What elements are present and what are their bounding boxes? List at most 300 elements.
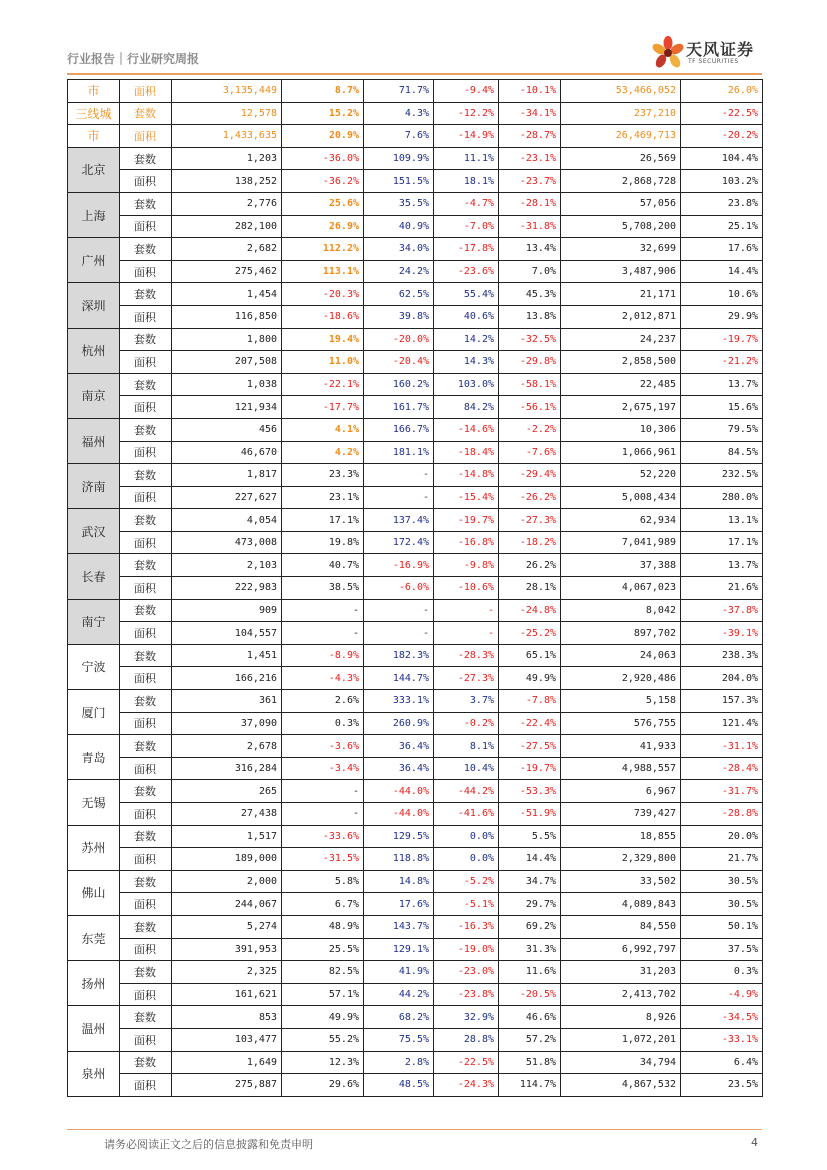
footer-divider — [67, 1129, 762, 1130]
table-cell-c2: -33.6% — [282, 825, 364, 848]
table-cell-c7: 26.0% — [681, 80, 763, 103]
table-row — [68, 735, 763, 758]
table-cell-c7: -33.1% — [681, 1028, 763, 1051]
row-metric-label: 面积 — [120, 757, 172, 780]
table-row — [68, 667, 763, 690]
table-cell-c3: 36.4% — [364, 757, 434, 780]
city-name: 上海 — [68, 192, 120, 237]
city-name: 北京 — [68, 147, 120, 192]
table-cell-c3: - — [364, 622, 434, 645]
table-cell-c4: -17.8% — [434, 238, 499, 261]
table-cell-c6: 2,868,728 — [561, 170, 681, 193]
table-cell-c3: 182.3% — [364, 644, 434, 667]
table-cell-c5: -28.7% — [499, 125, 561, 148]
table-cell-c1: 37,090 — [172, 712, 282, 735]
table-cell-c1: 1,517 — [172, 825, 282, 848]
table-cell-c1: 12,578 — [172, 102, 282, 125]
table-cell-c3: 2.8% — [364, 1051, 434, 1074]
table-cell-c3: 129.1% — [364, 938, 434, 961]
table-cell-c6: 2,920,486 — [561, 667, 681, 690]
table-row — [68, 577, 763, 600]
table-cell-c2: -8.9% — [282, 644, 364, 667]
table-cell-c3: 14.8% — [364, 870, 434, 893]
table-cell-c5: -20.5% — [499, 983, 561, 1006]
table-cell-c5: -29.4% — [499, 464, 561, 487]
table-cell-c5: -10.1% — [499, 80, 561, 103]
table-cell-c7: -28.4% — [681, 757, 763, 780]
table-cell-c1: 161,621 — [172, 983, 282, 1006]
table-cell-c3: 75.5% — [364, 1028, 434, 1051]
table-cell-c3: 68.2% — [364, 1006, 434, 1029]
table-cell-c5: 51.8% — [499, 1051, 561, 1074]
table-cell-c1: 244,067 — [172, 893, 282, 916]
table-cell-c7: 79.5% — [681, 418, 763, 441]
table-cell-c7: -20.2% — [681, 125, 763, 148]
table-row — [68, 238, 763, 261]
table-cell-c1: 853 — [172, 1006, 282, 1029]
table-cell-c3: -20.4% — [364, 351, 434, 374]
table-cell-c6: 32,699 — [561, 238, 681, 261]
row-metric-label: 套数 — [120, 780, 172, 803]
table-cell-c6: 41,933 — [561, 735, 681, 758]
table-row — [68, 305, 763, 328]
table-cell-c2: 26.9% — [282, 215, 364, 238]
table-cell-c5: 26.2% — [499, 554, 561, 577]
table-cell-c5: 69.2% — [499, 915, 561, 938]
table-cell-c4: -4.7% — [434, 192, 499, 215]
table-cell-c7: 50.1% — [681, 915, 763, 938]
table-cell-c2: -31.5% — [282, 848, 364, 871]
table-cell-c3: 36.4% — [364, 735, 434, 758]
table-row — [68, 283, 763, 306]
table-cell-c6: 1,066,961 — [561, 441, 681, 464]
table-cell-c1: 2,776 — [172, 192, 282, 215]
table-cell-c5: -24.8% — [499, 599, 561, 622]
table-cell-c4: 32.9% — [434, 1006, 499, 1029]
table-cell-c4: -14.6% — [434, 418, 499, 441]
table-cell-c6: 52,220 — [561, 464, 681, 487]
table-cell-c3: 151.5% — [364, 170, 434, 193]
table-cell-c7: 17.1% — [681, 531, 763, 554]
row-metric-label: 面积 — [120, 577, 172, 600]
table-cell-c1: 316,284 — [172, 757, 282, 780]
table-row — [68, 870, 763, 893]
table-cell-c7: 30.5% — [681, 893, 763, 916]
company-logo — [652, 34, 772, 74]
flower-logo-icon — [652, 34, 686, 72]
row-metric-label: 面积 — [120, 1074, 172, 1097]
table-cell-c2: 82.5% — [282, 961, 364, 984]
table-cell-c3: 17.6% — [364, 893, 434, 916]
table-cell-c7: -34.5% — [681, 1006, 763, 1029]
row-metric-label: 套数 — [120, 509, 172, 532]
table-cell-c5: -56.1% — [499, 396, 561, 419]
table-cell-c6: 8,926 — [561, 1006, 681, 1029]
table-cell-c1: 189,000 — [172, 848, 282, 871]
table-cell-c6: 1,072,201 — [561, 1028, 681, 1051]
table-cell-c7: 37.5% — [681, 938, 763, 961]
row-metric-label: 面积 — [120, 1028, 172, 1051]
row-metric-label: 面积 — [120, 260, 172, 283]
table-cell-c2: 12.3% — [282, 1051, 364, 1074]
table-cell-c3: 62.5% — [364, 283, 434, 306]
table-cell-c5: -19.7% — [499, 757, 561, 780]
table-cell-c1: 222,983 — [172, 577, 282, 600]
table-cell-c6: 6,992,797 — [561, 938, 681, 961]
table-cell-c2: -17.7% — [282, 396, 364, 419]
table-cell-c4: 8.1% — [434, 735, 499, 758]
table-cell-c5: -34.1% — [499, 102, 561, 125]
row-metric-label: 面积 — [120, 170, 172, 193]
table-cell-c7: 21.6% — [681, 577, 763, 600]
table-cell-c1: 166,216 — [172, 667, 282, 690]
table-cell-c2: 55.2% — [282, 1028, 364, 1051]
table-row — [68, 780, 763, 803]
table-cell-c2: 19.8% — [282, 531, 364, 554]
table-cell-c3: - — [364, 486, 434, 509]
table-row — [68, 915, 763, 938]
table-cell-c1: 1,451 — [172, 644, 282, 667]
table-cell-c2: -22.1% — [282, 373, 364, 396]
table-cell-c1: 1,454 — [172, 283, 282, 306]
table-cell-c1: 1,649 — [172, 1051, 282, 1074]
table-cell-c7: 15.6% — [681, 396, 763, 419]
table-cell-c5: -58.1% — [499, 373, 561, 396]
table-row — [68, 803, 763, 826]
table-cell-c6: 33,502 — [561, 870, 681, 893]
row-metric-label: 套数 — [120, 328, 172, 351]
row-city-label: 市 — [68, 125, 120, 148]
table-cell-c7: -21.2% — [681, 351, 763, 374]
table-cell-c2: 2.6% — [282, 690, 364, 713]
table-row — [68, 961, 763, 984]
city-name: 武汉 — [68, 509, 120, 554]
table-cell-c2: 11.0% — [282, 351, 364, 374]
table-cell-c7: 25.1% — [681, 215, 763, 238]
table-cell-c1: 207,508 — [172, 351, 282, 374]
row-metric-label: 面积 — [120, 396, 172, 419]
table-row — [68, 1028, 763, 1051]
table-row — [68, 260, 763, 283]
table-cell-c2: 0.3% — [282, 712, 364, 735]
table-cell-c1: 909 — [172, 599, 282, 622]
row-metric-label: 套数 — [120, 1006, 172, 1029]
table-row — [68, 893, 763, 916]
city-name: 佛山 — [68, 870, 120, 915]
table-cell-c6: 2,012,871 — [561, 305, 681, 328]
table-cell-c4: -9.4% — [434, 80, 499, 103]
logo-text-cn: 天风证券 — [686, 40, 755, 59]
table-cell-c4: -0.2% — [434, 712, 499, 735]
table-cell-c5: 28.1% — [499, 577, 561, 600]
table-cell-c1: 473,008 — [172, 531, 282, 554]
table-cell-c2: -3.6% — [282, 735, 364, 758]
table-cell-c5: -32.5% — [499, 328, 561, 351]
table-cell-c2: -3.4% — [282, 757, 364, 780]
table-cell-c1: 2,678 — [172, 735, 282, 758]
table-cell-c1: 361 — [172, 690, 282, 713]
table-cell-c6: 5,008,434 — [561, 486, 681, 509]
table-cell-c5: 5.5% — [499, 825, 561, 848]
city-name: 温州 — [68, 1006, 120, 1051]
table-cell-c4: -9.8% — [434, 554, 499, 577]
table-cell-c3: 143.7% — [364, 915, 434, 938]
table-cell-c1: 1,800 — [172, 328, 282, 351]
table-cell-c4: -28.3% — [434, 644, 499, 667]
header-divider — [67, 73, 762, 75]
table-cell-c4: 3.7% — [434, 690, 499, 713]
table-cell-c4: 55.4% — [434, 283, 499, 306]
table-cell-c6: 6,967 — [561, 780, 681, 803]
table-cell-c4: -19.7% — [434, 509, 499, 532]
table-cell-c6: 18,855 — [561, 825, 681, 848]
row-metric-label: 面积 — [120, 983, 172, 1006]
table-row — [68, 441, 763, 464]
table-cell-c6: 84,550 — [561, 915, 681, 938]
city-name: 苏州 — [68, 825, 120, 870]
table-cell-c7: -28.8% — [681, 803, 763, 826]
row-metric-label: 面积 — [120, 125, 172, 148]
table-cell-c3: 129.5% — [364, 825, 434, 848]
table-cell-c7: -19.7% — [681, 328, 763, 351]
table-cell-c4: - — [434, 599, 499, 622]
table-cell-c2: -20.3% — [282, 283, 364, 306]
table-cell-c5: -2.2% — [499, 418, 561, 441]
footer-disclaimer: 请务必阅读正文之后的信息披露和免责申明 — [104, 1138, 313, 1151]
table-cell-c2: - — [282, 780, 364, 803]
table-row — [68, 418, 763, 441]
table-cell-c1: 456 — [172, 418, 282, 441]
table-cell-c6: 62,934 — [561, 509, 681, 532]
table-cell-c7: -37.8% — [681, 599, 763, 622]
table-cell-c5: -27.5% — [499, 735, 561, 758]
table-cell-c2: 20.9% — [282, 125, 364, 148]
table-cell-c3: 7.6% — [364, 125, 434, 148]
table-cell-c4: 0.0% — [434, 848, 499, 871]
table-row — [68, 599, 763, 622]
table-row — [68, 147, 763, 170]
table-cell-c4: -19.0% — [434, 938, 499, 961]
row-metric-label: 面积 — [120, 80, 172, 103]
table-cell-c5: 57.2% — [499, 1028, 561, 1051]
table-cell-c1: 275,462 — [172, 260, 282, 283]
table-cell-c4: -5.2% — [434, 870, 499, 893]
table-cell-c7: 157.3% — [681, 690, 763, 713]
table-cell-c4: 14.2% — [434, 328, 499, 351]
table-cell-c5: -23.7% — [499, 170, 561, 193]
table-cell-c4: 11.1% — [434, 147, 499, 170]
row-metric-label: 套数 — [120, 147, 172, 170]
row-metric-label: 套数 — [120, 690, 172, 713]
table-cell-c4: -23.6% — [434, 260, 499, 283]
table-cell-c5: -28.1% — [499, 192, 561, 215]
row-metric-label: 套数 — [120, 554, 172, 577]
table-cell-c3: -16.9% — [364, 554, 434, 577]
table-cell-c6: 37,388 — [561, 554, 681, 577]
row-metric-label: 套数 — [120, 102, 172, 125]
table-cell-c4: -23.8% — [434, 983, 499, 1006]
table-cell-c7: 104.4% — [681, 147, 763, 170]
table-cell-c2: 57.1% — [282, 983, 364, 1006]
row-metric-label: 套数 — [120, 961, 172, 984]
table-cell-c2: 19.4% — [282, 328, 364, 351]
table-cell-c5: 65.1% — [499, 644, 561, 667]
row-metric-label: 面积 — [120, 938, 172, 961]
table-cell-c4: 40.6% — [434, 305, 499, 328]
table-cell-c5: -7.8% — [499, 690, 561, 713]
table-cell-c6: 26,569 — [561, 147, 681, 170]
table-cell-c2: 25.5% — [282, 938, 364, 961]
table-cell-c3: 39.8% — [364, 305, 434, 328]
row-metric-label: 面积 — [120, 215, 172, 238]
table-cell-c3: 48.5% — [364, 1074, 434, 1097]
table-cell-c1: 1,038 — [172, 373, 282, 396]
table-cell-c3: 35.5% — [364, 192, 434, 215]
table-cell-c5: -31.8% — [499, 215, 561, 238]
table-cell-c3: 172.4% — [364, 531, 434, 554]
table-cell-c1: 103,477 — [172, 1028, 282, 1051]
table-cell-c2: 8.7% — [282, 80, 364, 103]
table-cell-c4: -22.5% — [434, 1051, 499, 1074]
table-row — [68, 464, 763, 487]
table-cell-c2: 4.1% — [282, 418, 364, 441]
table-cell-c5: 45.3% — [499, 283, 561, 306]
table-cell-c6: 739,427 — [561, 803, 681, 826]
table-cell-c6: 4,988,557 — [561, 757, 681, 780]
table-cell-c4: -15.4% — [434, 486, 499, 509]
table-cell-c6: 4,089,843 — [561, 893, 681, 916]
table-cell-c6: 2,413,702 — [561, 983, 681, 1006]
housing-data-table — [67, 79, 763, 1097]
table-cell-c6: 4,067,023 — [561, 577, 681, 600]
row-metric-label: 面积 — [120, 893, 172, 916]
table-cell-c6: 31,203 — [561, 961, 681, 984]
table-cell-c6: 21,171 — [561, 283, 681, 306]
table-row — [68, 192, 763, 215]
row-metric-label: 面积 — [120, 848, 172, 871]
table-cell-c2: -36.2% — [282, 170, 364, 193]
table-cell-c1: 265 — [172, 780, 282, 803]
table-row — [68, 509, 763, 532]
table-cell-c6: 34,794 — [561, 1051, 681, 1074]
city-name: 青岛 — [68, 735, 120, 780]
table-cell-c4: -14.8% — [434, 464, 499, 487]
row-metric-label: 套数 — [120, 599, 172, 622]
table-cell-c7: 13.7% — [681, 373, 763, 396]
row-metric-label: 套数 — [120, 870, 172, 893]
table-cell-c3: -6.0% — [364, 577, 434, 600]
table-row — [68, 170, 763, 193]
table-cell-c7: 232.5% — [681, 464, 763, 487]
city-name: 长春 — [68, 554, 120, 599]
table-cell-c5: -23.1% — [499, 147, 561, 170]
row-metric-label: 面积 — [120, 305, 172, 328]
table-cell-c1: 46,670 — [172, 441, 282, 464]
table-cell-c5: 114.7% — [499, 1074, 561, 1097]
table-cell-c5: 13.4% — [499, 238, 561, 261]
city-name: 福州 — [68, 418, 120, 463]
table-row — [68, 757, 763, 780]
table-cell-c3: 260.9% — [364, 712, 434, 735]
table-cell-c3: - — [364, 464, 434, 487]
table-cell-c1: 1,433,635 — [172, 125, 282, 148]
table-cell-c1: 121,934 — [172, 396, 282, 419]
table-cell-c3: 166.7% — [364, 418, 434, 441]
table-cell-c4: 10.4% — [434, 757, 499, 780]
table-row — [68, 80, 763, 103]
table-row — [68, 622, 763, 645]
table-cell-c4: 28.8% — [434, 1028, 499, 1051]
table-cell-c5: 7.0% — [499, 260, 561, 283]
table-cell-c2: 23.1% — [282, 486, 364, 509]
table-cell-c3: 161.7% — [364, 396, 434, 419]
table-cell-c3: 24.2% — [364, 260, 434, 283]
table-cell-c7: -22.5% — [681, 102, 763, 125]
table-row — [68, 1074, 763, 1097]
table-row — [68, 1051, 763, 1074]
city-name: 厦门 — [68, 690, 120, 735]
table-cell-c3: 160.2% — [364, 373, 434, 396]
table-cell-c6: 53,466,052 — [561, 80, 681, 103]
table-cell-c2: - — [282, 622, 364, 645]
table-row — [68, 983, 763, 1006]
city-name: 广州 — [68, 238, 120, 283]
row-city-label: 三线城 — [68, 102, 120, 125]
table-cell-c3: -44.0% — [364, 780, 434, 803]
table-cell-c2: 25.6% — [282, 192, 364, 215]
table-cell-c6: 237,210 — [561, 102, 681, 125]
table-cell-c2: 40.7% — [282, 554, 364, 577]
table-row — [68, 373, 763, 396]
row-metric-label: 套数 — [120, 915, 172, 938]
table-cell-c4: 18.1% — [434, 170, 499, 193]
table-row — [68, 712, 763, 735]
table-cell-c3: 181.1% — [364, 441, 434, 464]
table-cell-c4: -24.3% — [434, 1074, 499, 1097]
table-cell-c1: 282,100 — [172, 215, 282, 238]
table-cell-c2: -4.3% — [282, 667, 364, 690]
table-cell-c6: 2,329,800 — [561, 848, 681, 871]
table-cell-c4: -14.9% — [434, 125, 499, 148]
table-cell-c7: 23.8% — [681, 192, 763, 215]
table-cell-c3: - — [364, 599, 434, 622]
city-name: 宁波 — [68, 644, 120, 689]
table-cell-c4: 103.0% — [434, 373, 499, 396]
table-row — [68, 1006, 763, 1029]
table-cell-c7: 14.4% — [681, 260, 763, 283]
row-metric-label: 面积 — [120, 803, 172, 826]
table-cell-c5: -53.3% — [499, 780, 561, 803]
city-name: 深圳 — [68, 283, 120, 328]
table-cell-c2: 15.2% — [282, 102, 364, 125]
row-metric-label: 套数 — [120, 825, 172, 848]
city-name: 南京 — [68, 373, 120, 418]
table-cell-c4: -16.8% — [434, 531, 499, 554]
row-metric-label: 面积 — [120, 622, 172, 645]
row-metric-label: 套数 — [120, 644, 172, 667]
table-cell-c5: -18.2% — [499, 531, 561, 554]
row-metric-label: 套数 — [120, 238, 172, 261]
table-cell-c4: - — [434, 622, 499, 645]
row-metric-label: 套数 — [120, 192, 172, 215]
table-cell-c6: 576,755 — [561, 712, 681, 735]
table-cell-c1: 3,135,449 — [172, 80, 282, 103]
table-cell-c1: 227,627 — [172, 486, 282, 509]
table-cell-c5: -26.2% — [499, 486, 561, 509]
table-cell-c2: 113.1% — [282, 260, 364, 283]
table-cell-c6: 5,158 — [561, 690, 681, 713]
table-cell-c2: 48.9% — [282, 915, 364, 938]
